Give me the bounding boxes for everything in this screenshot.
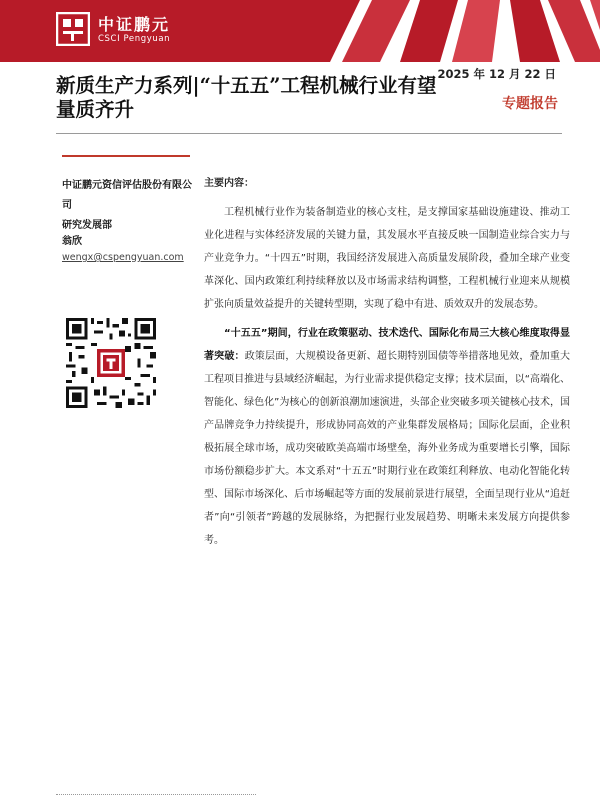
report-type-label: 专题报告 [502,96,558,112]
page-title: 新质生产力系列|“十五五”工程机械行业有望量质齐升 [56,74,437,121]
header-band [0,0,600,62]
author-email-link[interactable]: wengx@cspengyuan.com [62,252,184,263]
sidebar-divider [62,155,190,157]
brand-name-cn: 中证鹏元 [98,15,171,34]
brand-mark-icon [56,12,90,46]
paragraph-2-lead: “十五五”期间，行业在政策驱动、技术迭代、国际化布局三大核心维度取得显著突破： [204,328,570,362]
qr-code-icon [66,318,156,408]
main-content [204,172,570,558]
author-name: 翁欣 [62,236,82,247]
paragraph-2 [204,322,570,552]
paragraph-2-body: 政策层面，大规模设备更新、超长期特别国债等举措落地见效，叠加重大工程项目推进与县域经济崛起，为行业需求提供稳定支撑；技术层面，以“高端化、智能化、绿色化”为核心的创新浪潮加速演进，头部企业突破多项关键核心技术，国产品牌竞争力持续提升，形成协同高效的产业集群发展格局；国际化层面，企业积极拓展全球市场，成功突破欧美高端市场壁垒，海外业务成为重要增长引擎，国际市场份额稳步扩大。本文系对“十五五”时期行业在政策红利释放、电动化智能化转型、国际市场深化、后市场崛起等方面的发展前景进行展望，全面呈现行业从“追赶者”向“引领者”跨越的发展脉络，为把握行业发展趋势、明晰未来发展方向提供参考。 [204,351,571,546]
paragraph-1: 工程机械行业作为装备制造业的核心支柱，是支撑国家基础设施建设、推动工业化进程与实体经济发展的关键力量，其发展水平直接反映一国制造业综合实力与产业竞争力。“十四五”时期，我国经济发展进入高质量发展阶段，叠加全球产业变革深化、国内政策红利持续释放以及市场需求结构调整，工程机械行业迎来从规模扩张向质量效益提升的关键转型期，实现了稳中有进、质效双升的发展态势。 [204,207,570,310]
section-title: 主要内容： [204,178,254,189]
footer-rule [56,794,256,798]
department-name: 研究发展部 [62,220,112,231]
brand-name-en: CSCI Pengyuan [98,34,171,44]
report-date: 2025 年 12 月 22 日 [437,67,556,81]
brand-logo [56,8,206,54]
company-name: 中证鹏元资信评估股份有限公司 [62,180,192,211]
sidebar [62,176,198,266]
title-divider [56,133,562,134]
